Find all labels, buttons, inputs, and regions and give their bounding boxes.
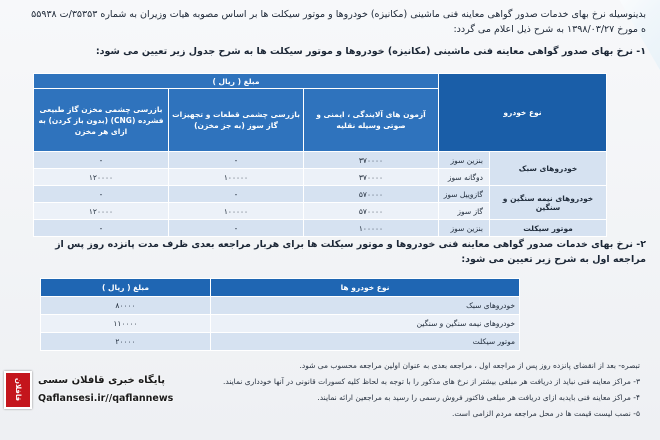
cell-cng: ۱۲۰۰۰۰ (34, 169, 169, 186)
cell-tests: ۳۷۰۰۰۰ (304, 169, 439, 186)
row-sub: بنزین سوز (439, 220, 490, 237)
fee-table-revisit (40, 278, 520, 351)
cell-tests: ۵۷۰۰۰۰ (304, 203, 439, 220)
row-sub: گازوییل سوز (439, 186, 490, 203)
table-row (41, 297, 520, 315)
cell-tests: ۱۰۰۰۰۰ (304, 220, 439, 237)
row-sub: دوگانه سوز (439, 169, 490, 186)
row-amount: ۱۱۰۰۰۰ (41, 315, 211, 333)
cell-parts: - (169, 186, 304, 203)
col-emission-tests: آزمون های آلایندگی ، ایمنی و صوتی وسیله نقلیه (304, 89, 439, 152)
cell-parts: - (169, 152, 304, 169)
table-row (34, 186, 607, 203)
table-row (41, 315, 520, 333)
table-row (34, 152, 607, 169)
table-row (41, 333, 520, 351)
row-name: خودروهای نیمه سنگین و سنگین (211, 315, 520, 333)
intro-paragraph: بدینوسیله نرخ بهای خدمات صدور گواهی معاینه فنی ماشینی (مکانیزه) خودروها و موتور سیکلت ها بر اساس مصوبه هیات وزیران به شماره ۳۵۳۵۳/ت ۵۵۹۳۸ ه مورخ ۱۳۹۸/۰۳/۲۷ به شرح ذیل اعلام می گردد: (31, 9, 646, 35)
col-cng-tank: بازرسی چشمی مخزن گاز طبیعی فشرده (CNG) (بدون باز کردن) به ازای هر مخزن (34, 89, 169, 152)
notes-block (140, 358, 640, 422)
group-heavy: خودروهای نیمه سنگین و سنگین (490, 186, 607, 220)
note-line: ۴- مراکز معاینه فنی بایدبه ازای دریافت هر مبلغی فاکتور فروش رسمی را رسید به مراجعین ارائه نمایند. (317, 393, 640, 402)
row-sub: بنزین سوز (439, 152, 490, 169)
watermark-title: پایگاه خبری قافلان سسی (38, 375, 165, 386)
group-light: خودروهای سبک (490, 152, 607, 186)
cell-parts: - (169, 220, 304, 237)
row-amount: ۸۰۰۰۰ (41, 297, 211, 315)
note-line: ۳- مراکز معاینه فنی نباید از دریافت هر مبلغی بیشتر از نرخ های مذکور را با توجه به لحاظ کلیه کسورات قانونی در آنها خودداری نمایند. (223, 377, 640, 386)
vehicle-type-header: نوع خودرو (439, 74, 607, 152)
news-logo: قافلان (4, 371, 32, 409)
cell-tests: ۵۷۰۰۰۰ (304, 186, 439, 203)
section-1-heading: ۱- نرخ بهای صدور گواهی معاینه فنی ماشینی (مکانیزه) خودروها و موتور سیکلت ها به شرح جدول زیر تعیین می شود: (95, 46, 646, 57)
cell-cng: - (34, 152, 169, 169)
row-name: خودروهای سبک (211, 297, 520, 315)
col-gas-parts: بازرسی چشمی قطعات و تجهیزات گاز سوز (به جز مخزن) (169, 89, 304, 152)
table-row (34, 220, 607, 237)
watermark-url: Qaflansesi.ir//qaflannews (38, 393, 174, 404)
row-amount: ۲۰۰۰۰ (41, 333, 211, 351)
fee-table-first-visit (33, 73, 607, 237)
cell-cng: - (34, 186, 169, 203)
note-line: ۵- نصب لیست قیمت ها در محل مراجعه مردم الزامی است. (451, 409, 640, 418)
header-vehicle-type: نوع خودرو ها (211, 279, 520, 297)
cell-cng: - (34, 220, 169, 237)
cell-parts: ۱۰۰۰۰۰ (169, 169, 304, 186)
cell-tests: ۳۷۰۰۰۰ (304, 152, 439, 169)
news-watermark (4, 365, 204, 433)
section-2-heading: ۲- نرخ بهای خدمات صدور گواهی معاینه فنی خودروها و موتور سیکلت ها برای هربار مراجعه بعدی ظرف مدت پانزده روز پس از مراجعه اول به شرح زیر تعیین می شود: (55, 239, 646, 265)
group-moto: موتور سیکلت (490, 220, 607, 237)
header-amount: مبلغ ( ریال ) (41, 279, 211, 297)
note-line: تبصره- بعد از انقضای پانزده روز پس از مراجعه اول ، مراجعه بعدی به عنوان اولین مراجعه محسوب می شود. (299, 361, 640, 370)
amount-header: مبلغ ( ریال ) (34, 74, 439, 89)
cell-cng: ۱۲۰۰۰۰ (34, 203, 169, 220)
row-sub: گاز سوز (439, 203, 490, 220)
row-name: موتور سیکلت (211, 333, 520, 351)
cell-parts: ۱۰۰۰۰۰ (169, 203, 304, 220)
